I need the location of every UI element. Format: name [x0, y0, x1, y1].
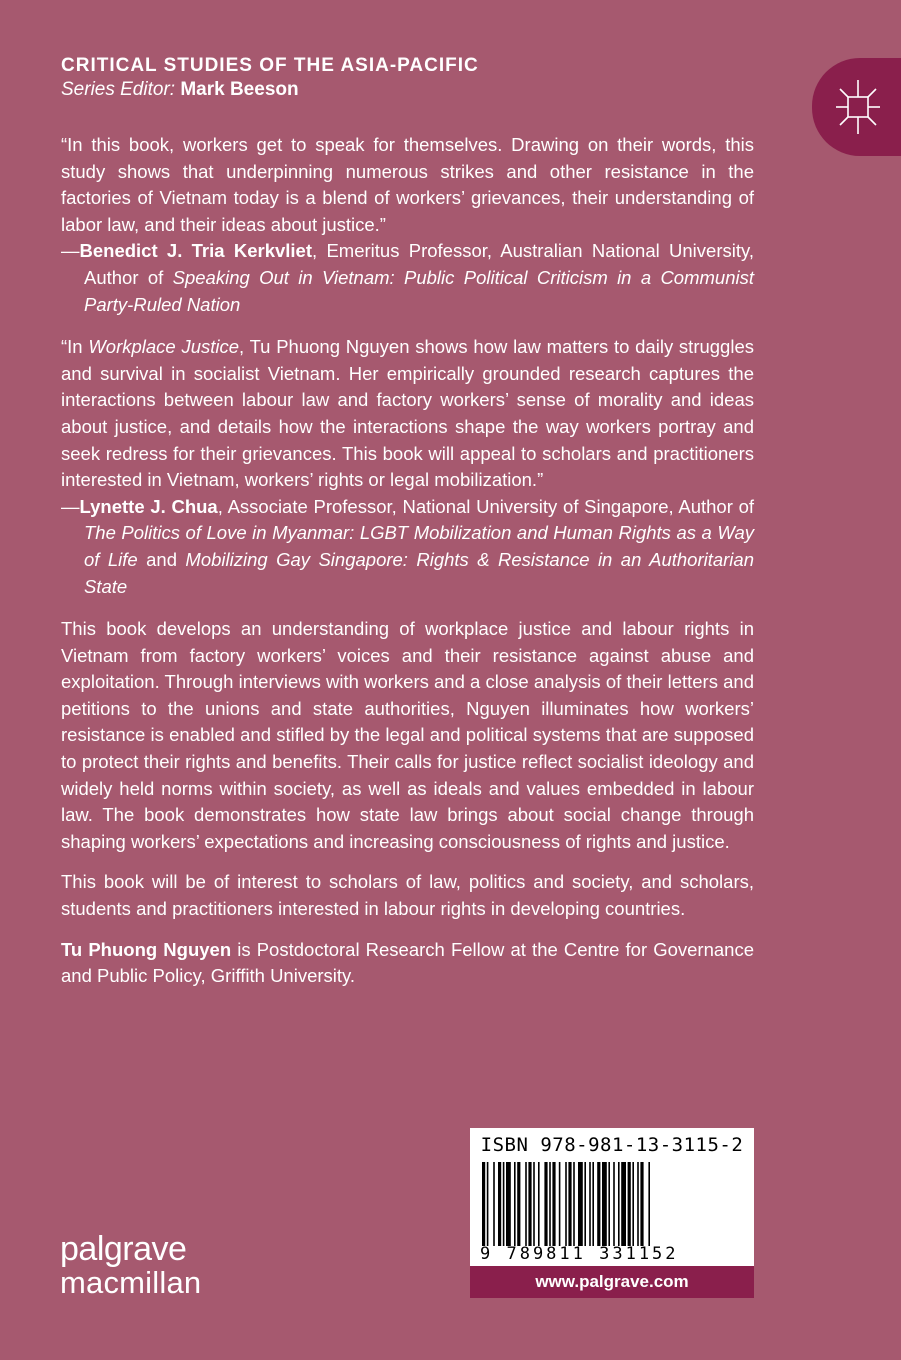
series-block	[61, 54, 479, 102]
barcode-stripe	[498, 1162, 501, 1246]
barcode-stripe	[589, 1162, 591, 1246]
book-description: This book develops an understanding of workplace justice and labour rights in Vietnam from factory workers’ voices and their resistance against abuse and exploitation. Through interviews with workers and a close analysis of their letters and petitions to the unions and state authorities, Nguyen illuminates how workers’ resistance is enabled and stifled by the legal and political systems that are supposed to protect their rights and benefits. Their calls for justice reflect socialist ideology and widely held norms within society, as well as ideals and values embedded in labour law. The book demonstrates how state law brings about social change through shaping workers’ expectations and increasing consciousness of rights and justice.	[61, 618, 754, 852]
barcode-bars	[482, 1162, 742, 1246]
barcode-stripe	[506, 1162, 511, 1246]
back-cover-text	[61, 132, 754, 990]
publisher-logo-line1: palgrave	[60, 1230, 187, 1268]
attribution-dash: —	[61, 495, 80, 517]
endorsement-attribution-2	[61, 494, 754, 600]
barcode-stripe	[592, 1162, 594, 1246]
barcode-stripe	[538, 1162, 540, 1246]
barcode-stripe	[528, 1162, 531, 1246]
barcode-stripe	[648, 1162, 650, 1246]
endorser-book-2a: The Politics of Love in Myanmar: LGBT Mobilization and Human Rights as a Way of Life	[84, 522, 754, 570]
barcode-stripe	[565, 1162, 567, 1246]
book-interest: This book will be of interest to scholars of law, politics and society, and scholars, students and practitioners interested in labour rights in developing countries.	[61, 871, 754, 920]
endorser-book-2b: Mobilizing Gay Singapore: Rights & Resistance in an Authoritarian State	[84, 548, 754, 597]
endorsement-attribution-1	[61, 238, 754, 318]
isbn-number: ISBN 978-981-13-3115-2	[480, 1134, 744, 1156]
barcode-digits: 9 789811 331152	[480, 1244, 679, 1264]
endorser-book-1: Speaking Out in Vietnam: Public Political Criticism in a Communist Party-Ruled Nation	[84, 266, 754, 315]
publisher-logo-line2: macmillan	[60, 1265, 202, 1300]
publisher-url: www.palgrave.com	[470, 1266, 754, 1298]
barcode-stripe	[493, 1162, 495, 1246]
barcode-stripe	[608, 1162, 610, 1246]
quote2-title: Workplace Justice	[88, 336, 240, 358]
barcode-stripe	[559, 1162, 561, 1246]
quote2-open: “In	[61, 336, 89, 358]
series-editor-label: Series Editor:	[61, 79, 176, 100]
barcode-stripe	[549, 1162, 551, 1246]
barcode-stripe	[487, 1162, 489, 1246]
quote2-text: , Tu Phuong Nguyen shows how law matters to daily struggles and survival in socialist Vietnam. Her empirically grounded research captures the interactions between labour law and factory workers’ sense of morality and ideas about justice, and details how the interactions shape the way workers portray and seek redress for their grievances. This book will appeal to scholars and practitioners interested in Vietnam, workers’ rights or legal mobilization.”	[61, 336, 754, 491]
barcode-stripe	[632, 1162, 634, 1246]
barcode-stripe	[573, 1162, 575, 1246]
endorsement-quote-1: “In this book, workers get to speak for themselves. Drawing on their words, this study shows that underpinning numerous strikes and other resistance in the factories of Vietnam today is a blend of workers’ grievances, their understanding of labor law, and their ideas about justice.”	[61, 134, 754, 235]
endorsement-quote-2	[61, 334, 754, 494]
barcode-stripe	[503, 1162, 505, 1246]
barcode-stripe	[568, 1162, 571, 1246]
endorser-name-1: Benedict J. Tria Kerkvliet	[79, 240, 313, 262]
endorser-role-1: , Emeritus Professor, Australian National University, Author of	[84, 240, 754, 288]
barcode-stripe	[613, 1162, 615, 1246]
barcode-stripe	[584, 1162, 586, 1246]
series-editor	[61, 78, 479, 102]
barcode-stripe	[637, 1162, 639, 1246]
barcode-stripe	[602, 1162, 607, 1246]
barcode-stripe	[621, 1162, 626, 1246]
palgrave-star-icon	[834, 78, 882, 136]
endorser-and: and	[137, 548, 186, 570]
endorser-role-2: , Associate Professor, National University of Singapore, Author of	[217, 495, 755, 517]
barcode-stripe	[578, 1162, 583, 1246]
isbn-barcode	[470, 1128, 754, 1298]
barcode-stripe	[533, 1162, 535, 1246]
barcode-stripe	[544, 1162, 547, 1246]
barcode-stripe	[525, 1162, 527, 1246]
publisher-logo	[60, 1232, 201, 1300]
barcode-stripe	[482, 1162, 485, 1246]
barcode-stripe	[517, 1162, 520, 1246]
author-bio	[61, 937, 754, 990]
barcode-stripe	[628, 1162, 631, 1246]
author-name: Tu Phuong Nguyen	[61, 938, 232, 960]
barcode-stripe	[552, 1162, 555, 1246]
barcode-stripe	[640, 1162, 643, 1246]
series-editor-name: Mark Beeson	[180, 79, 299, 100]
series-title: CRITICAL STUDIES OF THE ASIA-PACIFIC	[61, 55, 479, 76]
attribution-dash: —	[61, 240, 80, 262]
endorser-name-2: Lynette J. Chua	[79, 495, 218, 517]
barcode-stripe	[514, 1162, 516, 1246]
palgrave-badge	[812, 58, 901, 156]
barcode-stripe	[618, 1162, 620, 1246]
author-bio-text: is Postdoctoral Research Fellow at the Centre for Governance and Public Policy, Griffith University.	[61, 938, 754, 987]
barcode-stripe	[597, 1162, 600, 1246]
